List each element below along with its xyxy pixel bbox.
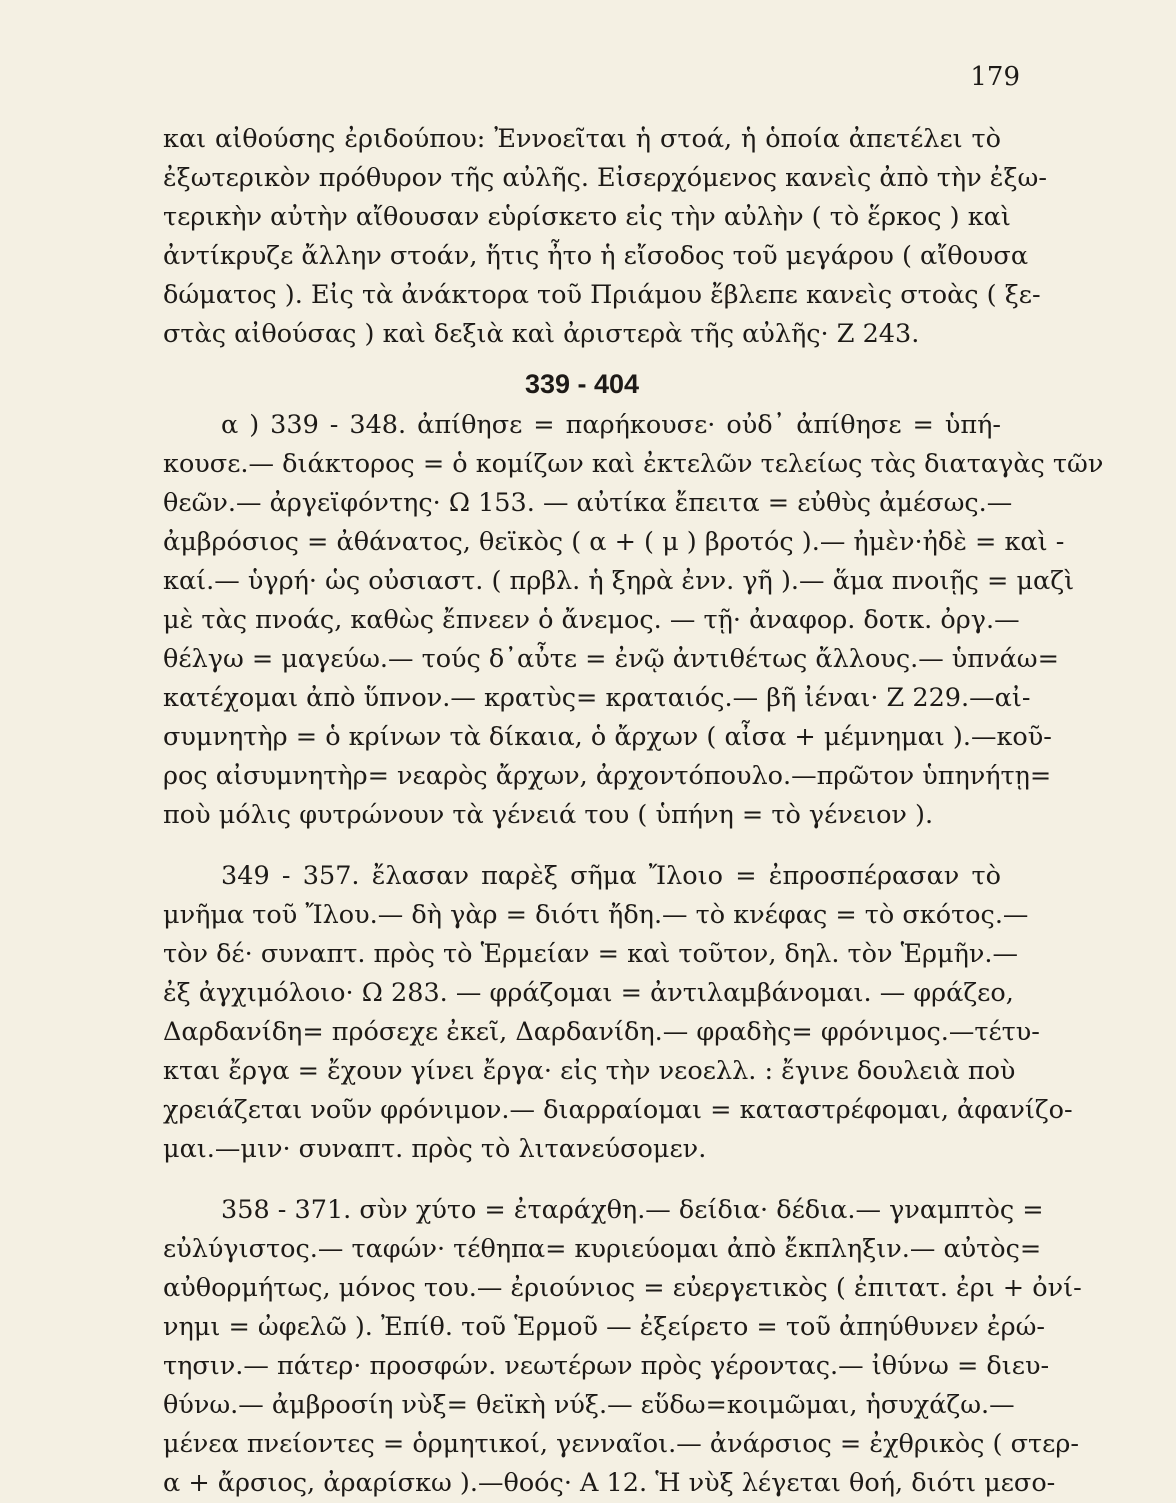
text-line: τὸν δέ· συναπτ. πρὸς τὸ Ἑρμείαν = καὶ τοῦτον, δηλ. τὸν Ἑρμῆν.— bbox=[163, 939, 1018, 969]
paragraph-gap bbox=[163, 1169, 1001, 1191]
text-line: δώματος ). Εἰς τὰ ἀνάκτορα τοῦ Πριάμου ἔβλεπε κανεὶς στοὰς ( ξε- bbox=[163, 280, 1041, 310]
text-line: Δαρδανίδη= πρόσεχε ἐκεῖ, Δαρδανίδη.— φραδὴς= φρόνιμος.—τέτυ- bbox=[163, 1017, 1040, 1047]
commentary-text bbox=[163, 120, 1104, 1503]
text-line: συμνητὴρ = ὁ κρίνων τὰ δίκαια, ὁ ἄρχων ( αἶσα + μέμνημαι ).—κοῦ- bbox=[163, 722, 1052, 752]
text-line: μαι.—μιν· συναπτ. πρὸς τὸ λιτανεύσομεν. bbox=[163, 1134, 707, 1164]
text-line: κται ἔργα = ἔχουν γίνει ἔργα· εἰς τὴν νεοελλ. : ἔγινε δουλειὰ ποὺ bbox=[163, 1056, 1016, 1086]
text-line: εὐλύγιστος.— ταφών· τέθηπα= κυριεύομαι ἀπὸ ἔκπληξιν.— αὐτὸς= bbox=[163, 1234, 1042, 1264]
paragraph-gap bbox=[163, 835, 1001, 857]
section-heading: 339 - 404 bbox=[524, 369, 640, 399]
text-line: και αἰθούσης ἐριδούπου: Ἐννοεῖται ἡ στοά, ἡ ὁποία ἀπετέλει τὸ bbox=[163, 124, 1001, 154]
intro-paragraph bbox=[163, 120, 1047, 354]
section-b-paragraph bbox=[163, 857, 1073, 1169]
text-line: στὰς αἰθούσας ) καὶ δεξιὰ καὶ ἀριστερὰ τῆς αὐλῆς· Ζ 243. bbox=[163, 319, 920, 349]
text-line: θύνω.— ἀμβροσίη νὺξ= θεϊκὴ νύξ.— εὕδω=κοιμῶμαι, ἡσυχάζω.— bbox=[163, 1390, 1015, 1420]
text-line: κουσε.— διάκτορος = ὁ κομίζων καὶ ἐκτελῶν τελείως τὰς διαταγὰς τῶν bbox=[163, 449, 1104, 479]
text-line: μένεα πνείοντες = ὁρμητικοί, γενναῖοι.— ἀνάρσιος = ἐχθρικὸς ( στερ- bbox=[163, 1429, 1079, 1459]
text-line: α ) 339 - 348. ἀπίθησε = παρήκουσε· οὐδ᾽ ἀπίθησε = ὑπή- bbox=[221, 410, 1001, 440]
text-line: θεῶν.— ἀργεϊφόντης· Ω 153. — αὐτίκα ἔπειτα = εὐθὺς ἀμέσως.— bbox=[163, 488, 1013, 518]
text-line: νημι = ὠφελῶ ). Ἐπίθ. τοῦ Ἑρμοῦ — ἐξείρετο = τοῦ ἀπηύθυνεν ἐρώ- bbox=[163, 1312, 1045, 1342]
text-line: καί.— ὑγρή· ὡς οὐσιαστ. ( πρβλ. ἡ ξηρὰ ἐνν. γῆ ).— ἅμα πνοιῇς = μαζὶ bbox=[163, 566, 1075, 596]
text-line: τησιν.— πάτερ· προσφών. νεωτέρων πρὸς γέροντας.— ἰθύνω = διευ- bbox=[163, 1351, 1050, 1381]
text-line: μνῆμα τοῦ Ἴλου.— δὴ γὰρ = διότι ἤδη.— τὸ κνέφας = τὸ σκότος.— bbox=[163, 900, 1029, 930]
text-line: τερικὴν αὐτὴν αἴθουσαν εὑρίσκετο εἰς τὴν αὐλὴν ( τὸ ἕρκος ) καὶ bbox=[163, 202, 1011, 232]
text-line: ἐξωτερικὸν πρόθυρον τῆς αὐλῆς. Εἰσερχόμενος κανεὶς ἀπὸ τὴν ἐξω- bbox=[163, 163, 1047, 193]
page-number: 179 bbox=[970, 62, 1020, 92]
section-a-paragraph bbox=[163, 406, 1104, 835]
text-line: 358 - 371. σὺν χύτο = ἐταράχθη.— δείδια· δέδια.— γναμπτὸς = bbox=[221, 1195, 1044, 1225]
text-line: ρος αἰσυμνητὴρ= νεαρὸς ἄρχων, ἀρχοντόπουλο.—πρῶτον ὑπηνήτῃ= bbox=[163, 761, 1052, 791]
text-line: α + ἄρσιος, ἀραρίσκω ).—θοός· Α 12. Ἡ νὺξ λέγεται θοή, διότι μεσο- bbox=[163, 1468, 1056, 1498]
text-line: ποὺ μόλις φυτρώνουν τὰ γένειά του ( ὑπήνη = τὸ γένειον ). bbox=[163, 800, 934, 830]
section-c-paragraph bbox=[163, 1191, 1082, 1503]
text-line: 349 - 357. ἔλασαν παρὲξ σῆμα Ἴλοιο = ἐπροσπέρασαν τὸ bbox=[221, 861, 1001, 891]
text-line: αὐθορμήτως, μόνος του.— ἐριούνιος = εὐεργετικὸς ( ἐπιτατ. ἐρι + ὀνί- bbox=[163, 1273, 1082, 1303]
text-line: θέλγω = μαγεύω.— τούς δ᾽αὖτε = ἐνῷ ἀντιθέτως ἄλλους.— ὑπνάω= bbox=[163, 644, 1059, 674]
text-line: κατέχομαι ἀπὸ ὕπνον.— κρατὺς= κραταιός.— βῆ ἰέναι· Ζ 229.—αἰ- bbox=[163, 683, 1031, 713]
text-line: μὲ τὰς πνοάς, καθὼς ἔπνεεν ὁ ἄνεμος. — τῇ· ἀναφορ. δοτκ. ὀργ.— bbox=[163, 605, 1020, 635]
text-line: ἀντίκρυζε ἄλλην στοάν, ἥτις ἦτο ἡ εἴσοδος τοῦ μεγάρου ( αἴθουσα bbox=[163, 241, 1029, 271]
text-line: ἐξ ἀγχιμόλοιο· Ω 283. — φράζομαι = ἀντιλαμβάνομαι. — φράζεο, bbox=[163, 978, 1014, 1008]
text-line: χρειάζεται νοῦν φρόνιμον.— διαρραίομαι = καταστρέφομαι, ἀφανίζο- bbox=[163, 1095, 1073, 1125]
text-line: ἀμβρόσιος = ἀθάνατος, θεϊκὸς ( α + ( μ ) βροτός ).— ἠμὲν·ἠδὲ = καὶ - bbox=[163, 527, 1065, 557]
